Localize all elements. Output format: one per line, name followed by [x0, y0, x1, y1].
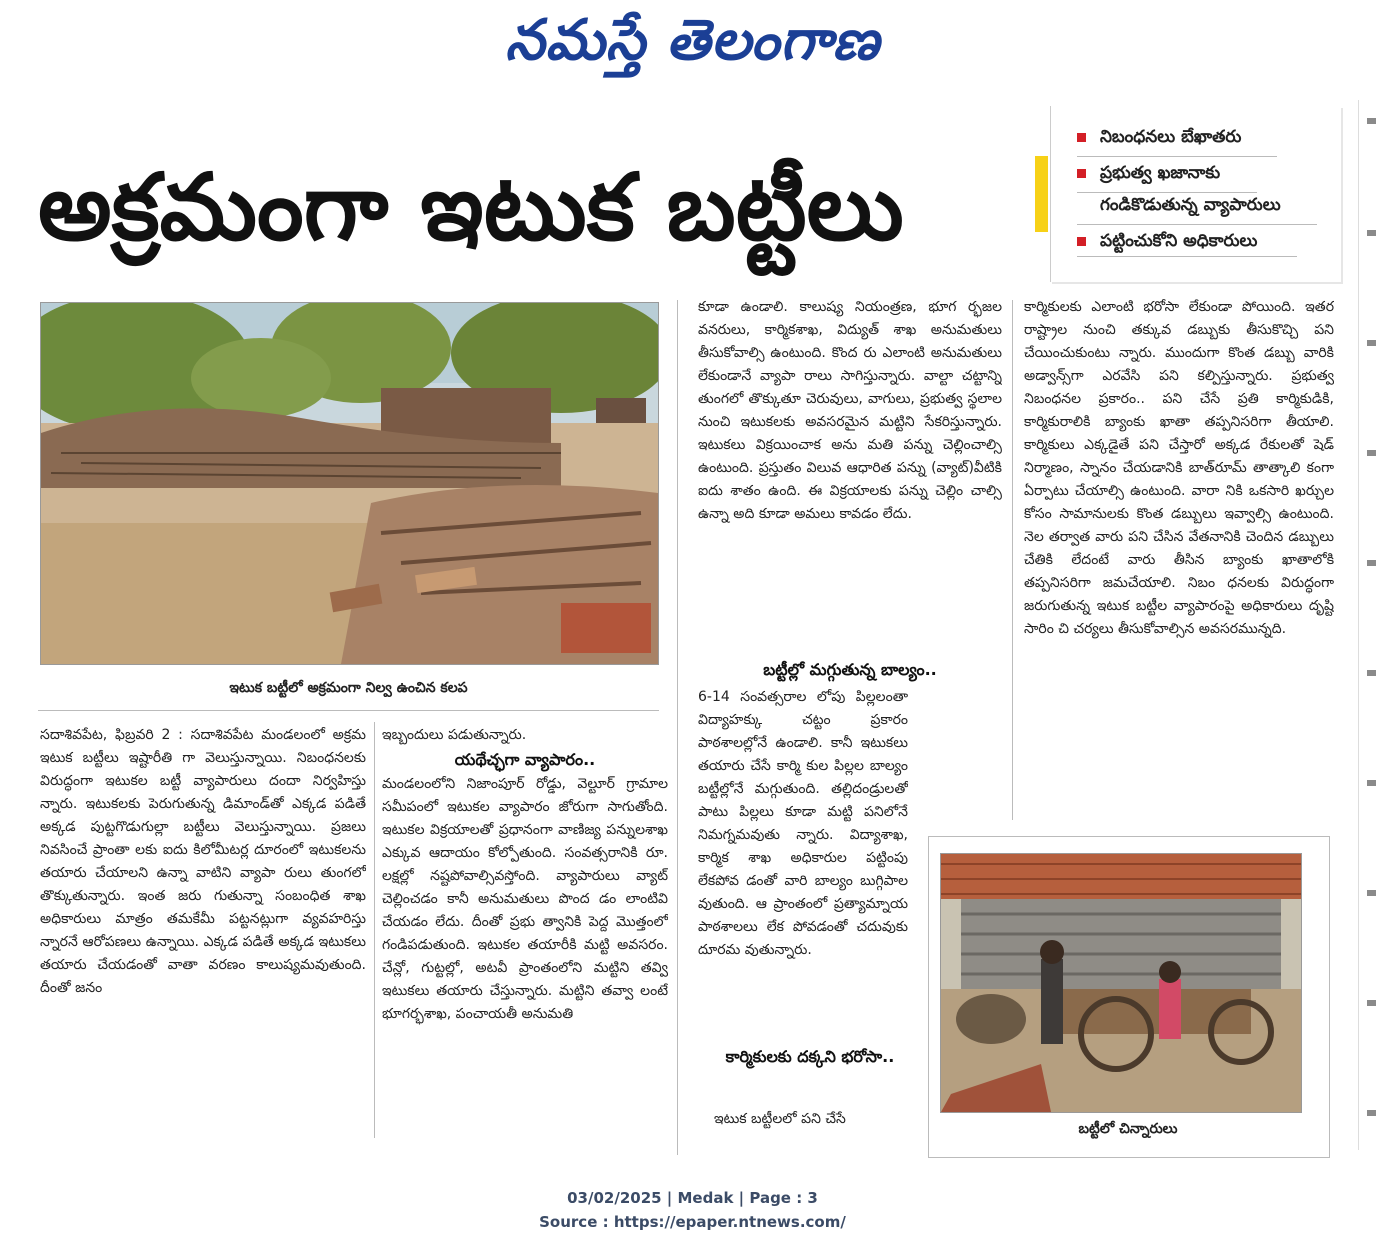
article-text: ఇబ్బందులు పడుతున్నారు.: [382, 727, 527, 743]
photo-firewood: [40, 302, 659, 665]
bullet-icon: [1077, 133, 1086, 142]
headline: అక్రమంగా ఇటుక బట్టీలు: [38, 154, 904, 261]
subheading: యథేచ్ఛగా వ్యాపారం..: [454, 750, 596, 769]
article-column-4: [1024, 296, 1334, 816]
article-text: కార్మికులకు ఎలాంటి భరోసా లేకుండా పోయింది. ఇతర రాష్ట్రాల నుంచి తక్కువ డబ్బుకు తీసుకొచ్చి పని చేయించుకుంటు న్నారు. ముందుగా కొంత డబ్బు వారికి అడ్వాన్స్‌గా ఎరవేసి పని కల్పిస్తున్నారు. ప్రభుత్వ నిబంధనల ప్రకారం.. పని చేసే ప్రతి కార్మికుడికి, కార్మికురాలికి బ్యాంకు ఖాతా తప్పనిసరిగా తీయాలి. కార్మికులు ఎక్కడైతే పని చేస్తారో అక్కడ రేకులతో షెడ్ నిర్మాణం, స్నానం చేయడానికి బాత్‌రూమ్ తాత్కాలి కంగా ఏర్పాటు చేయాల్సి ఉంటుంది. వారా నికి ఒకసారి ఖర్చుల కోసం సామానులకు కొంత డబ్బులు ఇవ్వాల్సి ఉంటుంది. నెల తర్వాత వారు పని చేసిన వేతనానికి చెందిన డబ్బులు చేతికి లేదంటే వారు తీసిన బ్యాంకు ఖాతాలోకి తప్పనిసరిగా జమచేయాలి. నిబం ధనలకు విరుద్ధంగా జరుగుతున్న ఇటుక బట్టీల వ్యాపారంపై అధికారులు దృష్టి సారిం చి చర్యలు తీసుకోవాల్సిన అవసరమున్నది.: [1024, 299, 1334, 637]
article-text: మండలంలోని నిజాంపూర్ రోడ్డు, వెల్టూర్ గ్రామాల సమీపంలో ఇటుకల వ్యాపారం జోరుగా సాగుతోంది. ఇటుకల విక్రయాలతో ప్రధానంగా వాణిజ్య పన్నులశాఖ ఎక్కువ ఆదాయం కోల్పోతుంది. సంవత్సరానికి రూ. లక్షల్లో నష్టపోవాల్సివస్తోంది. వ్యాపారులు వ్యాట్ చెల్లించడం కానీ అనుమతులు పొంద డం లాంటివి చేయడం లేదు. దీంతో ప్రభు త్వానికి పెద్ద మొత్తంలో గండిపడుతుంది. ఇటుకల తయారీకి మట్టి అవసరం. చేన్లో, గుట్టల్లో, అటవీ ప్రాంతంలోని మట్టిని తవ్వి ఇటుకలు తయారు చేస్తున్నారు. మట్టిని తవ్వా లంటే భూగర్భశాఖ, పంచాయతీ అనుమతి: [382, 776, 668, 1022]
article-column-3b: [698, 686, 908, 1041]
article-text: ఇటుక బట్టీలలో పని చేసే: [714, 1111, 846, 1127]
highlights-box: [1050, 106, 1341, 282]
footer-date-edition: 03/02/2025 | Medak | Page : 3: [567, 1189, 818, 1207]
article-text: సదాశివపేట, ఫిబ్రవరి 2 : సదాశివపేట మండలంలో అక్రమ ఇటుక బట్టీలు ఇష్టారీతి గా వెలుస్తున్నాయి. నిబంధనలకు విరుద్ధంగా ఇటుకల బట్టీ వ్యాపారులు దందా నిర్వహిస్తు న్నారు. ఇటుకలకు పెరుగుతున్న డిమాండ్‌తో ఎక్కడ పడితే అక్కడ పుట్టగొడుగుల్లా బట్టీలు వెలుస్తున్నాయి. ప్రజలు నివసించే ప్రాంతా లకు ఐదు కిలోమీటర్ల దూరంలో ఇటుకలను తయారు చేయాలని ఉన్నా వాటిని వ్యాపా రులు తుంగలో తొక్కుతున్నారు. ఇంత జరు గుతున్నా సంబంధిత శాఖ అధికారులు మాత్రం తమకేమీ పట్టనట్లుగా వ్యవహరిస్తు న్నారనే ఆరోపణలు ఉన్నాయి. ఎక్కడ పడితే అక్కడ ఇటుకలు తయారు చేయడంతో వాతా వరణం కాలుష్యమవుతుంది. దీంతో జనం: [40, 727, 366, 996]
highlight-item: నిబంధనలు బేఖాతరు: [1077, 124, 1241, 150]
footer: [0, 1186, 1385, 1234]
bullet-icon: [1077, 237, 1086, 246]
article-text: కూడా ఉండాలి. కాలుష్య నియంత్రణ, భూగ ర్భజల వనరులు, కార్మికశాఖ, విద్యుత్ శాఖ అనుమతులు తీసుకోవాల్సి ఉంటుంది. కొంద రు ఎలాంటి అనుమతులు లేకుండానే వ్యాపా రాలు సాగిస్తున్నారు. వాల్టా చట్టాన్ని తుంగలో తొక్కుతూ చెరువులు, వాగులు, ప్రభుత్వ స్థలాల నుంచి ఇటుకలకు అవసరమైన మట్టిని సేకరిస్తున్నారు. ఇటుకలు విక్రయించాక అను మతి పన్ను చెల్లించాల్సి ఉంటుంది. ప్రస్తుతం విలువ ఆధారిత పన్ను (వ్యాట్)వీటికి ఐదు శాతం ఉంది. ఈ విక్రయాలకు పన్ను చెల్లిం చాల్సి ఉన్నా అది కూడా అమలు కావడం లేదు.: [698, 299, 1002, 522]
masthead-logo: నమస్తే తెలంగాణ: [505, 8, 880, 73]
photo-children: [940, 853, 1302, 1113]
highlight-item: ప్రభుత్వ ఖజానాకు: [1077, 160, 1220, 186]
article-column-3: [698, 296, 1002, 652]
subheading: కార్మికులకు దక్కని భరోసా..: [725, 1047, 895, 1066]
photo-caption: బట్టీలో చిన్నారులు: [1078, 1121, 1178, 1137]
article-text: 6-14 సంవత్సరాల లోపు పిల్లలంతా విద్యాహక్కు చట్టం ప్రకారం పాఠశాలల్లోనే ఉండాలి. కానీ ఇటుకలు తయారు చేసే కార్మి కుల పిల్లల బాల్యం బట్టీల్లోనే మగ్గుతుంది. తల్లిదండ్రులతో పాటు పిల్లలు కూడా మట్టి పనిలోనే నిమగ్నమవుతు న్నారు. విద్యాశాఖ, కార్మిక శాఖ అధికారుల పట్టింపు లేకపోవ డంతో వారి బాల్యం బుగ్గిపాల వుతుంది. ఆ ప్రాంతంలో ప్రత్యామ్నాయ పాఠశాలలు లేక పోవడంతో చదువుకు దూరమ వుతున్నారు.: [698, 689, 908, 958]
bullet-icon: [1077, 169, 1086, 178]
highlight-item-cont: గండికొడుతున్న వ్యాపారులు: [1100, 195, 1281, 215]
adjacent-column-edge: [1358, 100, 1385, 1150]
article-column-2: [382, 724, 668, 1134]
accent-bar: [1035, 156, 1048, 232]
subheading: బట్టీల్లో మగ్గుతున్న బాల్యం..: [763, 660, 937, 679]
photo-caption: ఇటుక బట్టీలో అక్రమంగా నిల్వ ఉంచిన కలప: [229, 680, 468, 696]
highlight-item: పట్టించుకోని అధికారులు: [1077, 228, 1257, 254]
footer-source[interactable]: Source : https://epaper.ntnews.com/: [539, 1213, 846, 1231]
article-column-1: [40, 724, 366, 1134]
